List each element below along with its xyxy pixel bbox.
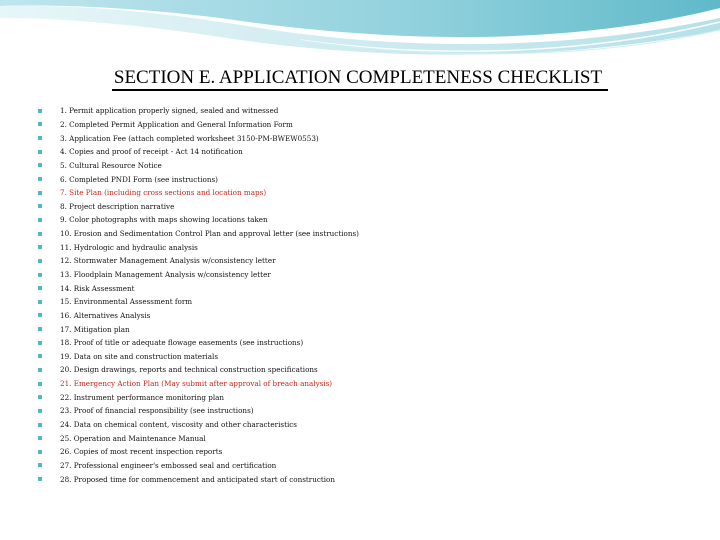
checklist-item (38, 445, 359, 459)
checklist-item-text: 23. Proof of financial responsibility (see instructions) (60, 406, 254, 416)
square-bullet-icon (38, 109, 42, 113)
checklist-item-text: 16. Alternatives Analysis (60, 310, 151, 320)
checklist-item (38, 404, 359, 418)
checklist-item (38, 145, 359, 159)
checklist-item-text: 13. Floodplain Management Analysis w/consistency letter (60, 270, 271, 279)
square-bullet-icon (38, 122, 42, 126)
checklist-item-text: 22. Instrument performance monitoring plan (60, 392, 225, 402)
checklist-item (38, 159, 359, 173)
checklist-item-text: 1. Permit application properly signed, sealed and witnessed (60, 106, 279, 116)
checklist-item-text: 19. Data on site and construction materials (60, 351, 219, 361)
square-bullet-icon (38, 313, 42, 317)
checklist-item (38, 104, 359, 118)
checklist-item (38, 377, 359, 391)
square-bullet-icon (38, 382, 42, 386)
checklist-item-text: 4. Copies and proof of receipt - Act 14 notification (60, 147, 243, 157)
square-bullet-icon (38, 327, 42, 331)
checklist-item (38, 390, 359, 404)
checklist-item (38, 131, 359, 145)
square-bullet-icon (38, 259, 42, 263)
page-title-text: SECTION E. APPLICATION COMPLETENESS CHECKLIST (112, 67, 608, 91)
checklist-item (38, 268, 359, 282)
square-bullet-icon (38, 150, 42, 154)
header-swoosh-decoration (0, 0, 720, 70)
square-bullet-icon (38, 477, 42, 481)
square-bullet-icon (38, 423, 42, 427)
checklist-item-text: 26. Copies of most recent inspection reports (60, 447, 223, 457)
checklist-item-text: 2. Completed Permit Application and General Information Form (60, 119, 293, 129)
square-bullet-icon (38, 436, 42, 440)
square-bullet-icon (38, 218, 42, 222)
square-bullet-icon (38, 341, 42, 345)
checklist-item-text: 9. Color photographs with maps showing locations taken (60, 215, 268, 225)
checklist-item (38, 172, 359, 186)
square-bullet-icon (38, 409, 42, 413)
square-bullet-icon (38, 463, 42, 467)
checklist-item-text: 14. Risk Assessment (60, 283, 135, 293)
checklist-item (38, 213, 359, 227)
checklist-item (38, 336, 359, 350)
checklist-item-text: 5. Cultural Resource Notice (60, 160, 162, 170)
square-bullet-icon (38, 368, 42, 372)
square-bullet-icon (38, 204, 42, 208)
checklist-item-text: 21. Emergency Action Plan (May submit after approval of breach analysis) (60, 379, 333, 389)
checklist-item (38, 350, 359, 364)
square-bullet-icon (38, 245, 42, 249)
checklist-item-text: 7. Site Plan (including cross sections and location maps) (60, 188, 267, 198)
checklist-item (38, 322, 359, 336)
square-bullet-icon (38, 273, 42, 277)
checklist-item (38, 431, 359, 445)
square-bullet-icon (38, 286, 42, 290)
checklist-item-text: 25. Operation and Maintenance Manual (60, 433, 206, 443)
square-bullet-icon (38, 354, 42, 358)
square-bullet-icon (38, 395, 42, 399)
square-bullet-icon (38, 191, 42, 195)
checklist-item (38, 254, 359, 268)
checklist-item (38, 363, 359, 377)
checklist-item-text: 8. Project description narrative (60, 201, 175, 211)
checklist-item (38, 186, 359, 200)
checklist-item (38, 459, 359, 473)
square-bullet-icon (38, 300, 42, 304)
checklist-item-text: 11. Hydrologic and hydraulic analysis (60, 242, 198, 252)
checklist-item (38, 281, 359, 295)
checklist-item (38, 240, 359, 254)
checklist (38, 104, 359, 486)
checklist-item (38, 118, 359, 132)
checklist-item (38, 227, 359, 241)
checklist-item (38, 295, 359, 309)
checklist-item (38, 472, 359, 486)
checklist-item-text: 6. Completed PNDI Form (see instructions) (60, 174, 218, 184)
checklist-item-text: 12. Stormwater Management Analysis w/consistency letter (60, 256, 276, 266)
checklist-item (38, 309, 359, 323)
checklist-item (38, 418, 359, 432)
checklist-item-text: 24. Data on chemical content, viscosity and other characteristics (60, 420, 297, 430)
checklist-item-text: 15. Environmental Assessment form (60, 297, 193, 307)
square-bullet-icon (38, 177, 42, 181)
square-bullet-icon (38, 136, 42, 140)
checklist-item-text: 3. Application Fee (attach completed worksheet 3150-PM-BWEW0553) (60, 133, 319, 143)
checklist-item (38, 199, 359, 213)
checklist-item-text: 28. Proposed time for commencement and anticipated start of construction (60, 474, 336, 484)
square-bullet-icon (38, 232, 42, 236)
checklist-item-text: 20. Design drawings, reports and technical construction specifications (60, 365, 318, 375)
square-bullet-icon (38, 450, 42, 454)
checklist-item-text: 10. Erosion and Sedimentation Control Plan and approval letter (see instructions) (60, 229, 359, 239)
checklist-item-text: 27. Professional engineer's embossed seal and certification (60, 460, 277, 470)
page-title (0, 67, 720, 89)
checklist-item-text: 17. Mitigation plan (60, 324, 130, 334)
square-bullet-icon (38, 163, 42, 167)
checklist-item-text: 18. Proof of title or adequate flowage easements (see instructions) (60, 338, 304, 348)
